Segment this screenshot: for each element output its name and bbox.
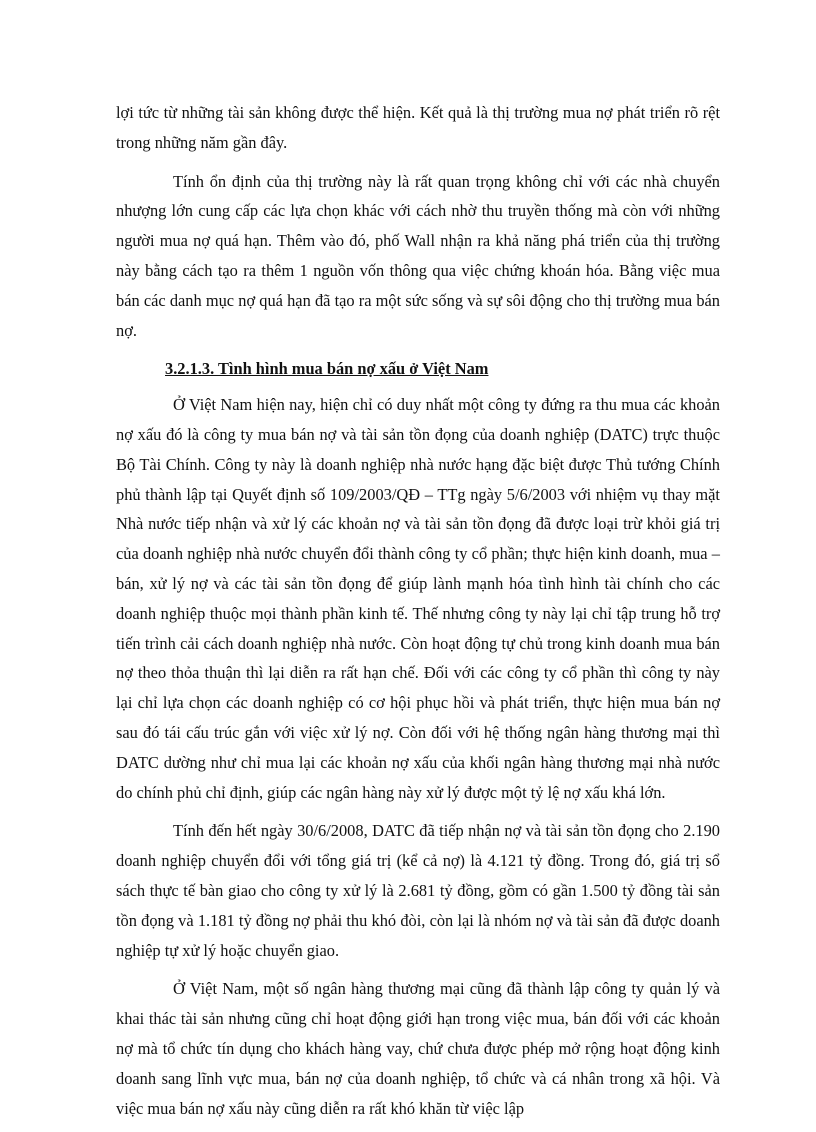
paragraph-datc-overview: Ở Việt Nam hiện nay, hiện chỉ có duy nhất một công ty đứng ra thu mua các khoản nợ xấu đó là công ty mua bán nợ và tài sản tồn đọng của doanh nghiệp (DATC) trực thuộc Bộ Tài Chính. Công ty này là doanh nghiệp nhà nước hạng đặc biệt được Thủ tướng Chính phủ thành lập tại Quyết định số 109/2003/QĐ – TTg ngày 5/6/2003 với nhiệm vụ thay mặt Nhà nước tiếp nhận và xử lý các khoản nợ và tài sản tồn đọng đã được loại trừ khỏi giá trị của doanh nghiệp nhà nước chuyển đổi thành công ty cổ phần; thực hiện kinh doanh, mua – bán, xử lý nợ và các tài sản tồn đọng để giúp lành mạnh hóa tình hình tài chính cho các doanh nghiệp thuộc mọi thành phần kinh tế. Thế nhưng công ty này lại chỉ tập trung hỗ trợ tiến trình cải cách doanh nghiệp nhà nước. Còn hoạt động tự chủ trong kinh doanh mua bán nợ theo thỏa thuận thì lại diễn ra rất hạn chế. Đối với các công ty cổ phần thì công ty này lại chỉ lựa chọn các doanh nghiệp có cơ hội phục hồi và phát triển, thực hiện mua bán nợ sau đó tái cấu trúc gắn với việc xử lý nợ. Còn đối với hệ thống ngân hàng thương mại thì DATC dường như chỉ mua lại các khoản nợ xấu của khối ngân hàng thương mại nhà nước do chính phủ chỉ định, giúp các ngân hàng này xử lý được một tỷ lệ nợ xấu khá lớn. bbox=[116, 395, 720, 802]
document-page bbox=[116, 98, 720, 1132]
paragraph-datc-statistics: Tính đến hết ngày 30/6/2008, DATC đã tiếp nhận nợ và tài sản tồn đọng cho 2.190 doanh nghiệp chuyển đổi với tổng giá trị (kể cả nợ) là 4.121 tỷ đồng. Trong đó, giá trị sổ sách thực tế bàn giao cho công ty xử lý là 2.681 tỷ đồng, gồm có gần 1.500 tỷ đồng tài sản tồn đọng và 1.181 tỷ đồng nợ phải thu khó đòi, còn lại là nhóm nợ và tài sản đã được doanh nghiệp tự xử lý hoặc chuyển giao. bbox=[116, 821, 720, 960]
section-heading: 3.2.1.3. Tình hình mua bán nợ xấu ở Việt Nam bbox=[165, 359, 489, 379]
paragraph-commercial-banks: Ở Việt Nam, một số ngân hàng thương mại cũng đã thành lập công ty quản lý và khai thác tài sản nhưng cũng chỉ hoạt động giới hạn trong việc mua, bán đối với các khoản nợ mà tổ chức tín dụng cho khách hàng vay, chứ chưa được phép mở rộng hoạt động kinh doanh sang lĩnh vực mua, bán nợ của doanh nghiệp, tổ chức và cá nhân trong xã hội. Và việc mua bán nợ xấu này cũng diễn ra rất khó khăn từ việc lập bbox=[116, 979, 720, 1118]
paragraph-market-stability: Tính ổn định của thị trường này là rất quan trọng không chỉ với các nhà chuyển nhượng lớn cung cấp các lựa chọn khác với cách nhờ thu truyền thống mà còn với những người mua nợ quá hạn. Thêm vào đó, phố Wall nhận ra khả năng phá triển của thị trường này bằng cách tạo ra thêm 1 nguồn vốn thông qua việc chứng khoán hóa. Bằng việc mua bán các danh mục nợ quá hạn đã tạo ra một sức sống và sự sôi động cho thị trường mua bán nợ. bbox=[116, 171, 720, 340]
paragraph-continuation: lợi tức từ những tài sản không được thể hiện. Kết quả là thị trường mua nợ phát triển rõ rệt trong những năm gần đây. bbox=[116, 103, 720, 152]
